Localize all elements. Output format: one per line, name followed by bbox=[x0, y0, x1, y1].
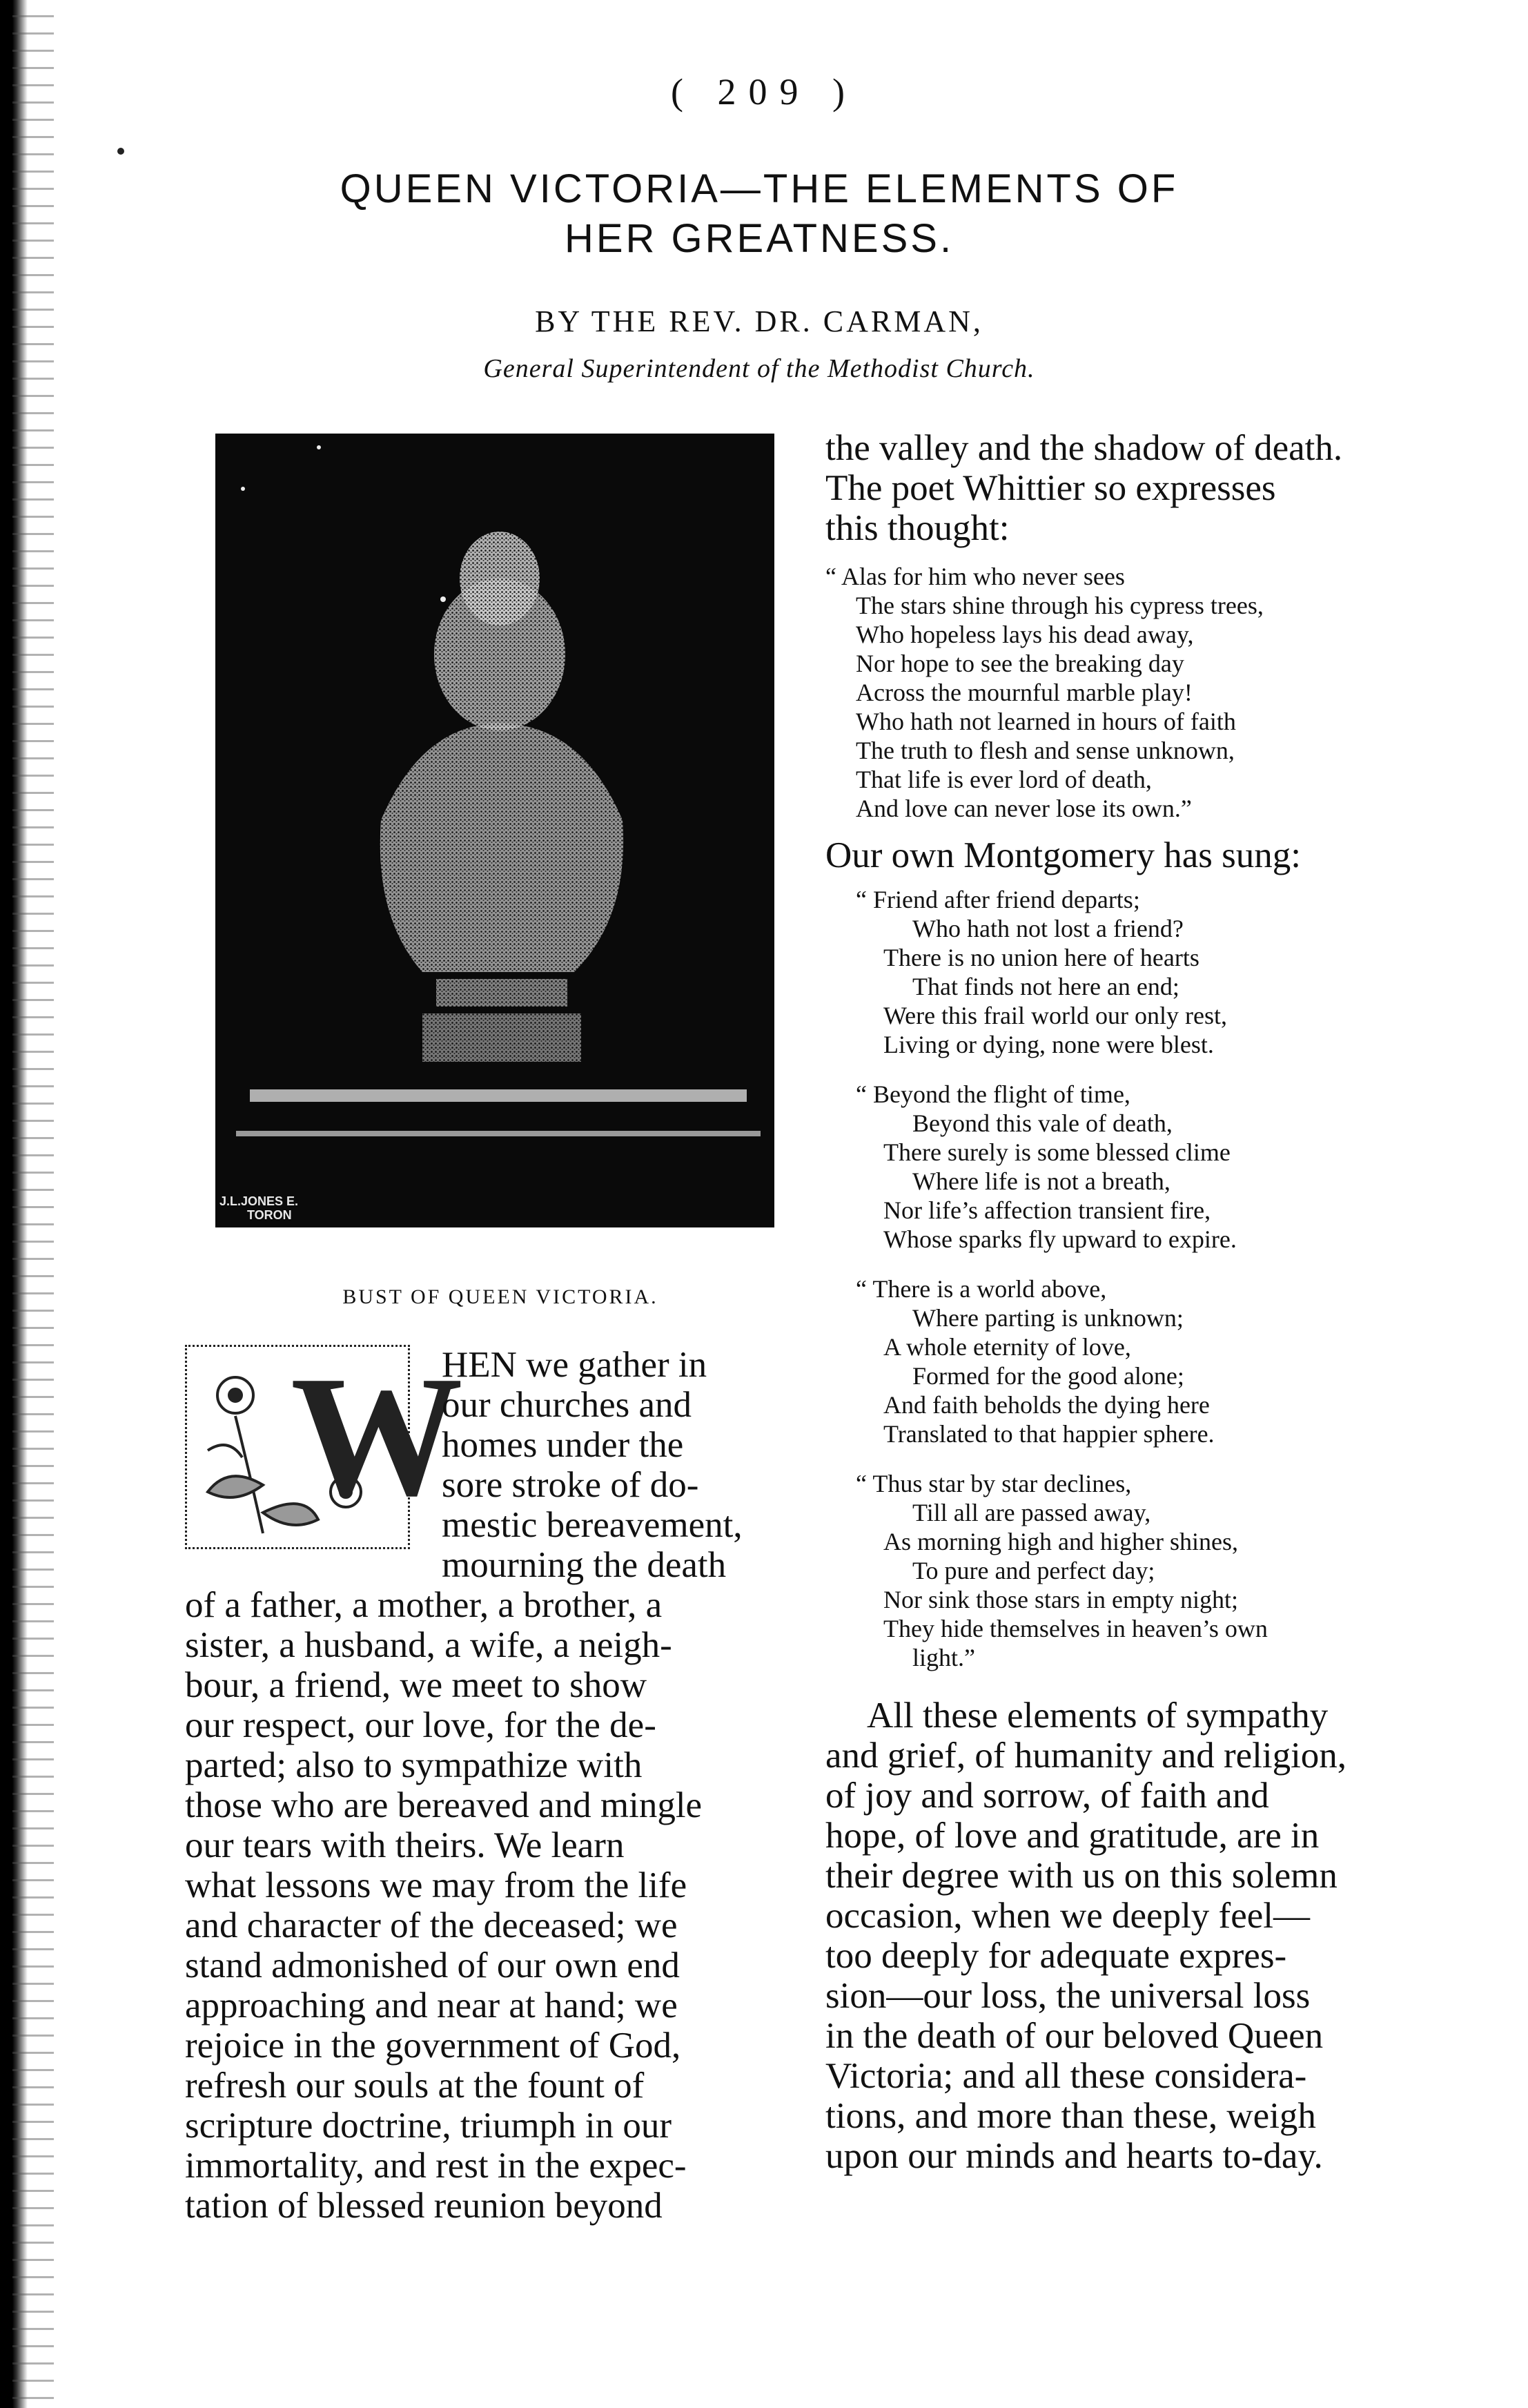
paragraph-line: upon our minds and hearts to-day. bbox=[825, 2136, 1323, 2176]
page-number: ( 209 ) bbox=[671, 71, 857, 113]
paragraph-line: approaching and near at hand; we bbox=[185, 1985, 678, 2026]
paragraph-line: Victoria; and all these considera- bbox=[825, 2056, 1307, 2096]
poem-line: Who hath not learned in hours of faith bbox=[856, 708, 1236, 735]
paragraph-line: and character of the deceased; we bbox=[185, 1905, 678, 1945]
paragraph-line: in the death of our beloved Queen bbox=[825, 2016, 1324, 2056]
right-column bbox=[825, 428, 1447, 2176]
paragraph-line: our churches and bbox=[442, 1385, 692, 1425]
intro-paragraph bbox=[825, 428, 1447, 548]
poem-line: Formed for the good alone; bbox=[912, 1362, 1184, 1390]
montgomery-stanza-3 bbox=[825, 1274, 1447, 1448]
bust-photograph bbox=[215, 434, 774, 1227]
poem-line: Nor hope to see the breaking day bbox=[856, 650, 1184, 677]
article-title bbox=[173, 164, 1346, 264]
paragraph-line: HEN we gather in bbox=[442, 1345, 707, 1385]
dropcap-letter: W bbox=[291, 1341, 463, 1532]
poem-line: There is no union here of hearts bbox=[883, 944, 1199, 971]
bust-image bbox=[215, 434, 774, 1227]
paragraph-line: occasion, when we deeply feel— bbox=[825, 1896, 1310, 1936]
ink-speck bbox=[117, 148, 124, 155]
paragraph-line: sister, a husband, a wife, a neigh- bbox=[185, 1625, 672, 1665]
paragraph-line: hope, of love and gratitude, are in bbox=[825, 1816, 1320, 1856]
paragraph-line: mestic bereavement, bbox=[442, 1505, 743, 1545]
byline: BY THE REV. DR. CARMAN, bbox=[535, 304, 983, 338]
paragraph-line: bour, a friend, we meet to show bbox=[185, 1665, 647, 1705]
poem-line: And faith beholds the dying here bbox=[883, 1391, 1210, 1419]
paragraph-line: and grief, of humanity and religion, bbox=[825, 1736, 1347, 1776]
paragraph-line: the valley and the shadow of death. bbox=[825, 428, 1343, 468]
paragraph-line: of joy and sorrow, of faith and bbox=[825, 1776, 1269, 1816]
poem-line: They hide themselves in heaven’s own bbox=[883, 1615, 1268, 1642]
poem-line: “ Thus star by star declines, bbox=[856, 1470, 1132, 1497]
paragraph-line: sion—our loss, the universal loss bbox=[825, 1976, 1311, 2016]
paragraph-line: their degree with us on this solemn bbox=[825, 1856, 1338, 1896]
poem-line: Nor life’s affection transient fire, bbox=[883, 1196, 1211, 1224]
paragraph-line: this thought: bbox=[825, 508, 1010, 548]
opening-paragraph bbox=[185, 1341, 785, 2226]
paragraph-line: of a father, a mother, a brother, a bbox=[185, 1585, 663, 1625]
closing-paragraph bbox=[825, 1696, 1447, 2176]
poem-line: Beyond this vale of death, bbox=[912, 1109, 1173, 1137]
poem-line: That life is ever lord of death, bbox=[856, 766, 1152, 793]
poem-line: Who hopeless lays his dead away, bbox=[856, 621, 1194, 648]
poem-line: “ Friend after friend departs; bbox=[856, 886, 1140, 913]
poem-line: Who hath not lost a friend? bbox=[912, 915, 1184, 942]
paragraph-line: parted; also to sympathize with bbox=[185, 1745, 643, 1785]
paragraph-line: our respect, our love, for the de- bbox=[185, 1705, 656, 1745]
poem-line: Till all are passed away, bbox=[912, 1499, 1151, 1526]
poem-line: “ Alas for him who never sees bbox=[825, 563, 1125, 590]
paragraph-line: mourning the death bbox=[442, 1545, 727, 1585]
author-affiliation: General Superintendent of the Methodist Church. bbox=[483, 354, 1035, 383]
poem-line: As morning high and higher shines, bbox=[883, 1528, 1238, 1555]
paragraph-line: tation of blessed reunion beyond bbox=[185, 2186, 663, 2226]
paragraph-line: refresh our souls at the fount of bbox=[185, 2066, 645, 2106]
montgomery-stanza-2 bbox=[825, 1080, 1447, 1254]
paragraph-line: immortality, and rest in the expec- bbox=[185, 2146, 687, 2186]
figure-caption: BUST OF QUEEN VICTORIA. bbox=[342, 1285, 658, 1308]
photo-credit: J.L.JONES E. TORON bbox=[219, 1194, 299, 1222]
montgomery-stanza-1 bbox=[825, 885, 1447, 1059]
poem-line: Translated to that happier sphere. bbox=[883, 1420, 1215, 1448]
title-line-1: QUEEN VICTORIA—THE ELEMENTS OF bbox=[340, 166, 1179, 211]
poem-line: “ There is a world above, bbox=[856, 1275, 1107, 1303]
paragraph-line: All these elements of sympathy bbox=[867, 1696, 1329, 1736]
poem-line: light.” bbox=[912, 1644, 975, 1671]
poem-line: Across the mournful marble play! bbox=[856, 679, 1193, 706]
poem-line: “ Beyond the flight of time, bbox=[856, 1080, 1130, 1108]
whittier-quotation bbox=[825, 562, 1447, 823]
paragraph-line: sore stroke of do- bbox=[442, 1465, 699, 1505]
poem-line: Where life is not a breath, bbox=[912, 1167, 1171, 1195]
montgomery-intro: Our own Montgomery has sung: bbox=[825, 835, 1301, 875]
paragraph-line: our tears with theirs. We learn bbox=[185, 1825, 625, 1865]
paragraph-line: too deeply for adequate expres- bbox=[825, 1936, 1287, 1976]
poem-line: There surely is some blessed clime bbox=[883, 1138, 1231, 1166]
poem-line: That finds not here an end; bbox=[912, 973, 1179, 1000]
poem-line: Were this frail world our only rest, bbox=[883, 1002, 1227, 1029]
poem-line: Living or dying, none were blest. bbox=[883, 1031, 1214, 1058]
title-line-2: HER GREATNESS. bbox=[564, 216, 954, 261]
poem-line: To pure and perfect day; bbox=[912, 1557, 1155, 1584]
poem-line: The truth to flesh and sense unknown, bbox=[856, 737, 1235, 764]
paragraph-line: stand admonished of our own end bbox=[185, 1945, 680, 1985]
paragraph-line: what lessons we may from the life bbox=[185, 1865, 687, 1905]
paragraph-line: tions, and more than these, weigh bbox=[825, 2096, 1316, 2136]
poem-line: And love can never lose its own.” bbox=[856, 795, 1192, 822]
paragraph-line: rejoice in the government of God, bbox=[185, 2026, 681, 2066]
paragraph-line: homes under the bbox=[442, 1425, 684, 1465]
paragraph-line: those who are bereaved and mingle bbox=[185, 1785, 703, 1825]
spine-texture bbox=[12, 0, 54, 2408]
poem-line: A whole eternity of love, bbox=[883, 1333, 1131, 1361]
paragraph-line: The poet Whittier so expresses bbox=[825, 468, 1276, 508]
paragraph-line: scripture doctrine, triumph in our bbox=[185, 2106, 672, 2146]
poem-line: Whose sparks fly upward to expire. bbox=[883, 1225, 1237, 1253]
montgomery-stanza-4 bbox=[825, 1469, 1447, 1672]
poem-line: Nor sink those stars in empty night; bbox=[883, 1586, 1238, 1613]
poem-line: Where parting is unknown; bbox=[912, 1304, 1184, 1332]
poem-line: The stars shine through his cypress trees, bbox=[856, 592, 1264, 619]
